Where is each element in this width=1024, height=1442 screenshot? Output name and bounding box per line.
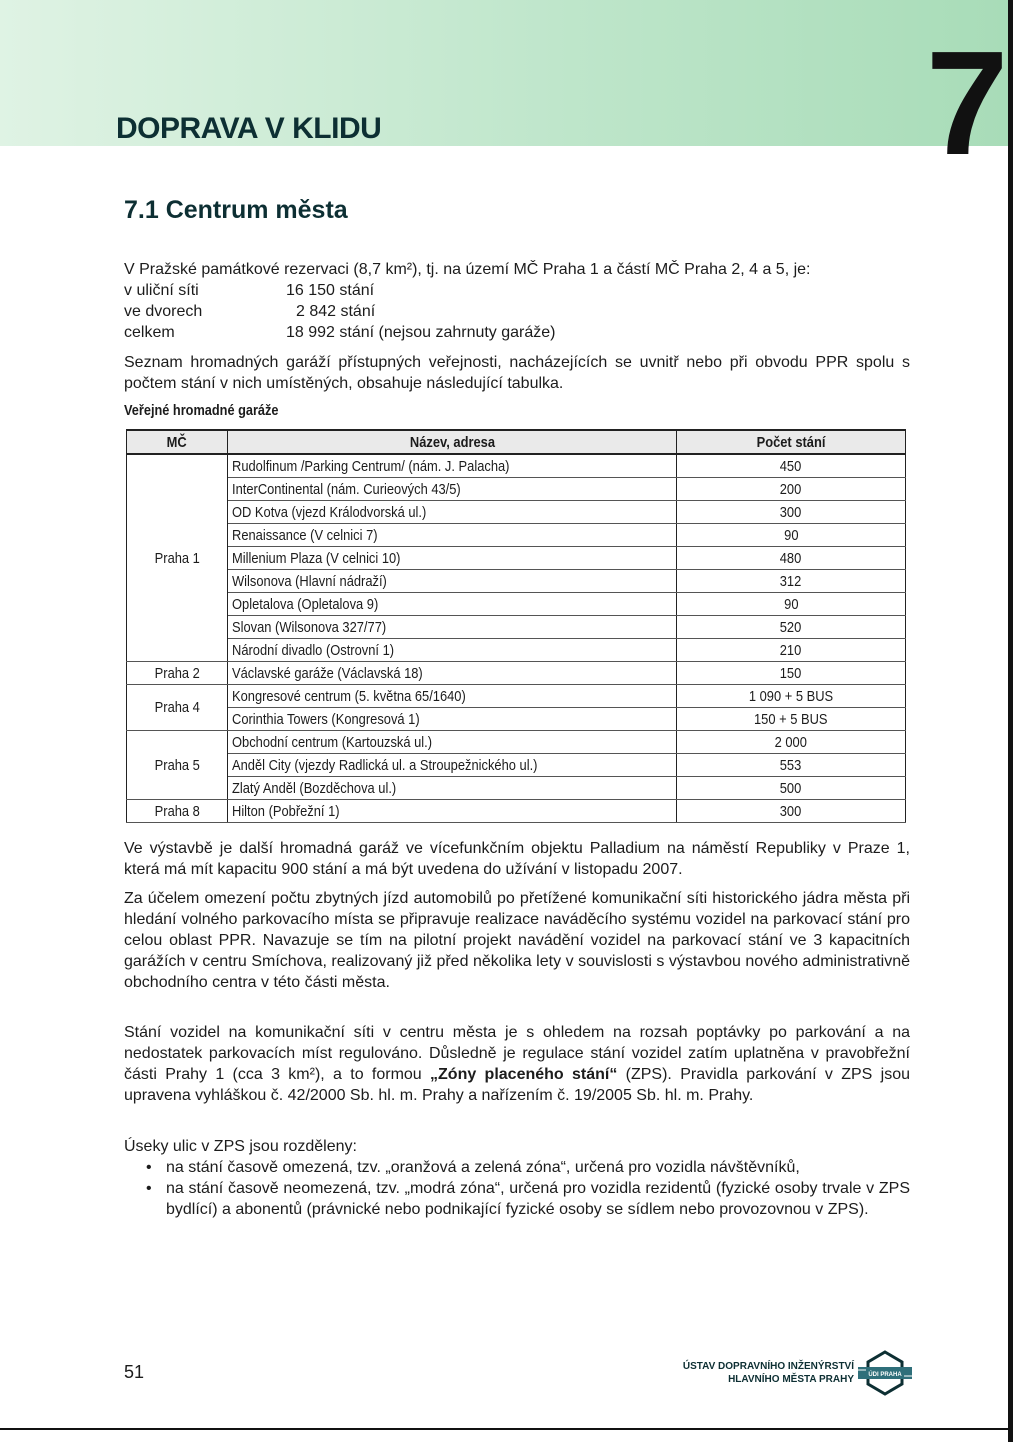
garage-count: 2 000 (677, 731, 906, 754)
page-edge-rule (1008, 0, 1013, 1442)
table-row (127, 731, 906, 754)
column-header-district: MČ (127, 430, 228, 454)
list-item: • na stání časově omezená, tzv. „oranžová a zelená zóna“, určená pro vozidla návštěvníků, (146, 1159, 800, 1176)
stat-label: celkem (124, 324, 175, 341)
stat-value: 16 150 stání (286, 282, 375, 299)
district-cell: Praha 5 (127, 731, 228, 800)
stat-label: v uliční síti (124, 282, 199, 299)
org-line: HLAVNÍHO MĚSTA PRAHY (728, 1374, 854, 1385)
paragraph-zones-intro: Úseky ulic v ZPS jsou rozděleny: (124, 1138, 357, 1155)
district-cell: Praha 8 (127, 800, 228, 823)
garage-count: 150 (677, 662, 906, 685)
garage-count: 210 (677, 639, 906, 662)
table-row (127, 616, 906, 639)
garage-count: 450 (677, 454, 906, 478)
section-title: 7.1 Centrum města (124, 196, 348, 224)
page-number: 51 (124, 1362, 145, 1382)
stat-value: 18 992 stání (nejsou zahrnuty garáže) (286, 324, 556, 341)
zones-list (146, 1157, 910, 1220)
table-row (127, 662, 906, 685)
garage-name: Národní divadlo (Ostrovní 1) (228, 639, 677, 662)
zps-term: „Zóny placeného stání“ (430, 1066, 618, 1083)
garage-count: 480 (677, 547, 906, 570)
stat-label: ve dvorech (124, 303, 203, 320)
bullet-icon: • (146, 1159, 152, 1176)
garage-name: Opletalova (Opletalova 9) (228, 593, 677, 616)
table-row (127, 685, 906, 708)
table-row (127, 708, 906, 731)
district-cell: Praha 4 (127, 685, 228, 731)
garage-count: 90 (677, 524, 906, 547)
intro-line: V Pražské památkové rezervaci (8,7 km²), tj. na území MČ Praha 1 a částí MČ Praha 2, 4 a 5, je: (124, 261, 811, 278)
paragraph-guidance-system: Za účelem omezení počtu zbytných jízd automobilů po přetížené komunikační síti historického jádra města při hledání volného parkovacího místa se připravuje realizace naváděcího systému vozidel na parkovací stání pro celou oblast PPR. Navazuje se tím na pilotní projekt navádění vozidel na parkovací stání ve 3 kapacitních garážích v centru Smíchova, realizovaný již před několika lety v souvislosti s výstavbou nového administrativně obchodního centra v této části města. (124, 890, 910, 991)
garage-count: 300 (677, 501, 906, 524)
table-row (127, 547, 906, 570)
udi-praha-logo-icon (858, 1350, 912, 1396)
footer-organization (640, 1360, 854, 1386)
table-row (127, 593, 906, 616)
chapter-number: 7 (926, 21, 1009, 186)
table-row (127, 754, 906, 777)
table-row (127, 570, 906, 593)
garage-count: 520 (677, 616, 906, 639)
garage-name: Hilton (Pobřežní 1) (228, 800, 677, 823)
garage-name: Slovan (Wilsonova 327/77) (228, 616, 677, 639)
list-item: • na stání časově neomezená, tzv. „modrá zóna“, určená pro vozidla rezidentů (fyzické osoby trvale v ZPS bydlící) a abonentů (právnické nebo podnikající fyzické osoby se sídlem nebo provozovnou v ZPS). (146, 1180, 910, 1218)
garage-name: Corinthia Towers (Kongresová 1) (228, 708, 677, 731)
org-line: ÚSTAV DOPRAVNÍHO INŽENÝRSTVÍ (682, 1361, 854, 1372)
garage-name: Anděl City (vjezdy Radlická ul. a Stroupežnického ul.) (228, 754, 677, 777)
svg-text:ÚDI PRAHA: ÚDI PRAHA (868, 1372, 902, 1378)
garage-count: 150 + 5 BUS (677, 708, 906, 731)
district-cell: Praha 2 (127, 662, 228, 685)
table-row (127, 524, 906, 547)
garage-name: Renaissance (V celnici 7) (228, 524, 677, 547)
garage-name: Millenium Plaza (V celnici 10) (228, 547, 677, 570)
paragraph-zps: Stání vozidel na komunikační síti v centru města je s ohledem na rozsah poptávky po parkování a na nedostatek parkovacích míst regulováno. Důsledně je regulace stání vozidel zatím uplatněna v pravobřežní části Prahy 1 (cca 3 km²), a to formou „Zóny placeného stání“ (ZPS). Pravidla parkování v ZPS jsou upravena vyhláškou č. 42/2000 Sb. hl. m. Prahy a nařízením č. 19/2005 Sb. hl. m. Prahy. (124, 1024, 910, 1104)
garage-count: 1 090 + 5 BUS (677, 685, 906, 708)
column-header-name: Název, adresa (228, 430, 677, 454)
table-row (127, 501, 906, 524)
garage-name: Zlatý Anděl (Bozděchova ul.) (228, 777, 677, 800)
stat-value: 2 842 stání (296, 303, 376, 320)
garage-count: 312 (677, 570, 906, 593)
garage-count: 500 (677, 777, 906, 800)
bottom-rule (0, 1428, 1010, 1430)
garage-name: Obchodní centrum (Kartouzská ul.) (228, 731, 677, 754)
garage-name: Wilsonova (Hlavní nádraží) (228, 570, 677, 593)
table-row (127, 639, 906, 662)
garage-name: Rudolfinum /Parking Centrum/ (nám. J. Palacha) (228, 454, 677, 478)
table-row (127, 478, 906, 501)
garage-name: OD Kotva (vjezd Králodvorská ul.) (228, 501, 677, 524)
bullet-icon: • (146, 1180, 152, 1197)
intro-paragraph: Seznam hromadných garáží přístupných veřejnosti, nacházejících se uvnitř nebo při obvodu PPR spolu s počtem stání v nich umístěných, obsahuje následující tabulka. (124, 354, 910, 392)
garage-name: Václavské garáže (Václavská 18) (228, 662, 677, 685)
garage-count: 553 (677, 754, 906, 777)
garage-name: Kongresové centrum (5. května 65/1640) (228, 685, 677, 708)
garage-count: 300 (677, 800, 906, 823)
table-caption: Veřejné hromadné garáže (124, 402, 279, 419)
garage-count: 200 (677, 478, 906, 501)
table-row (127, 454, 906, 478)
garages-table (126, 429, 906, 823)
table-header-row (127, 430, 906, 454)
column-header-count: Počet stání (677, 430, 906, 454)
chapter-title: DOPRAVA V KLIDU (116, 112, 382, 145)
garage-name: InterContinental (nám. Curieových 43/5) (228, 478, 677, 501)
table-row (127, 800, 906, 823)
garage-count: 90 (677, 593, 906, 616)
paragraph-palladium: Ve výstavbě je další hromadná garáž ve vícefunkčním objektu Palladium na náměstí Republiky v Praze 1, která má mít kapacitu 900 stání a má být uvedena do užívání v listopadu 2007. (124, 840, 910, 878)
table-row (127, 777, 906, 800)
district-cell: Praha 1 (127, 454, 228, 662)
